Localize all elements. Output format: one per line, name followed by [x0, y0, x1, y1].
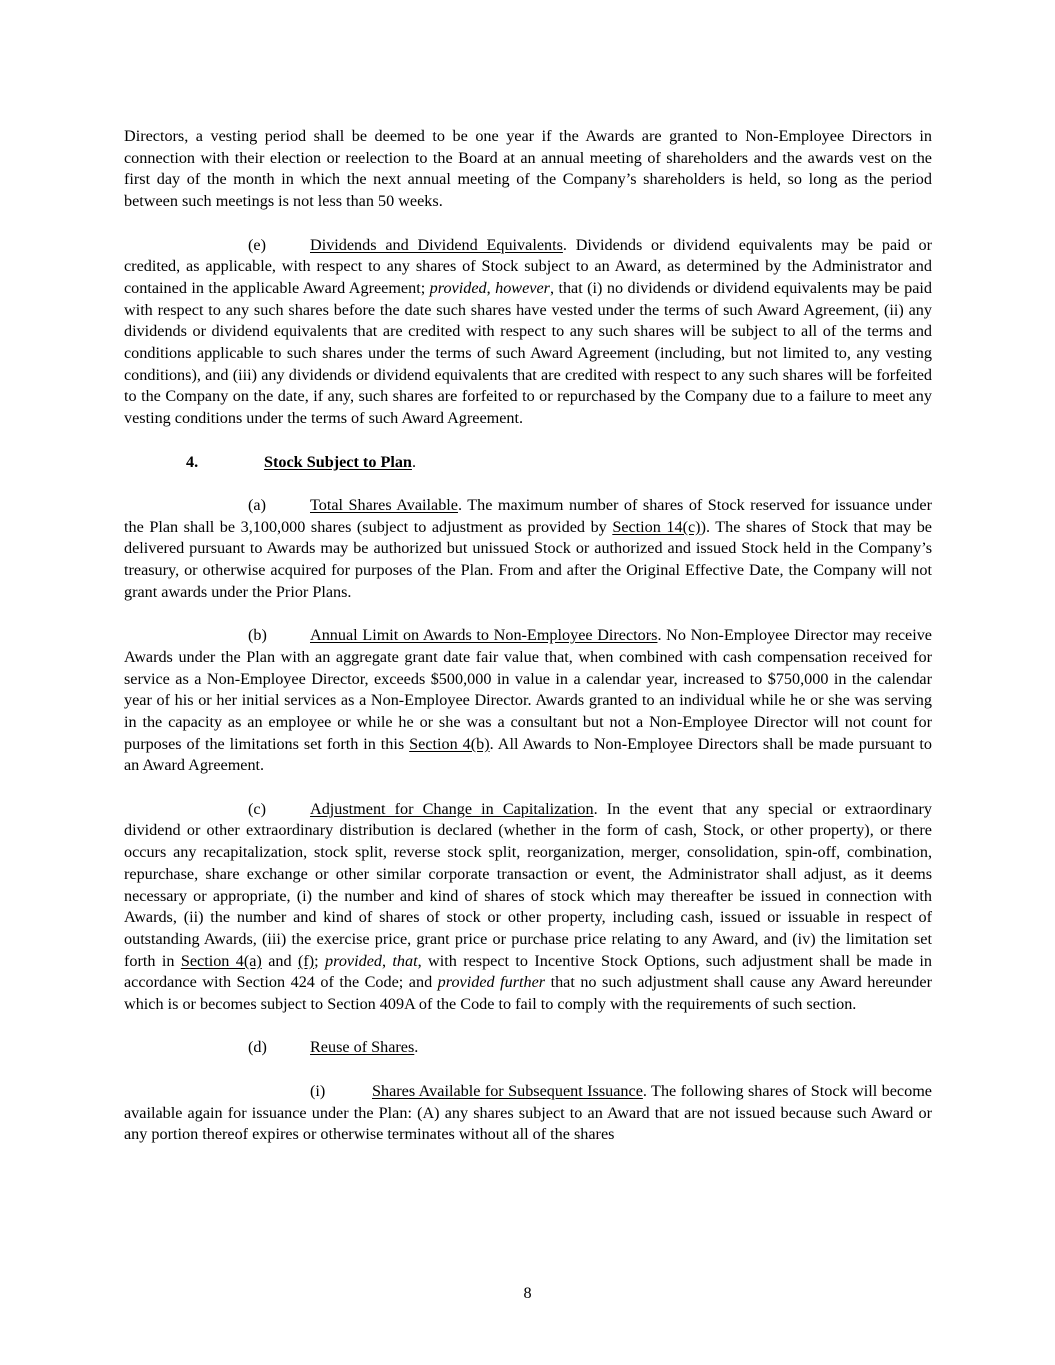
italic-term: provided: [429, 278, 487, 297]
clause-number: (e): [248, 235, 266, 254]
section-4b-paragraph: [124, 625, 932, 777]
clause-text: . In the event that any special or extraordinary dividend or other extraordinary distribution is declared (whether in the form of cash, Stock, or other property), or there occurs any recapitalization, stock split, reverse stock split, reorganization, merger, consolidation, spin-off, combination, repurchase, share exchange or other similar corporate transaction or event, the Administrator shall adjust, as it deems necessary or appropriate, (i) the number and kind of shares of stock which may thereafter be issued in connection with Awards, (ii) the number and kind of shares of stock or other property, including cash, issued or issuable in respect of outstanding Awards, (iii) the exercise price, grant price or purchase price relating to any Award, and (iv) the limitation set forth in: [124, 799, 932, 970]
clause-text: . The maximum number of shares of Stock reserved for issuance under the Plan shall be 3,100,000 shares (subject to adjustment as provided by: [124, 495, 932, 536]
clause-title: Total Shares Available: [310, 495, 458, 514]
paragraph-continuation: [124, 126, 932, 213]
italic-term: that: [392, 951, 418, 970]
section-title: Stock Subject to Plan: [264, 452, 412, 471]
clause-number: (c): [248, 799, 266, 818]
paragraph-text: Directors, a vesting period shall be deemed to be one year if the Awards are granted to Non-Employee Directors in connection with their election or reelection to the Board at an annual meeting of shareholders and the awards vest on the first day of the month in which the next annual meeting of the Company’s shareholders is held, so long as the period between such meetings is not less than 50 weeks.: [124, 127, 932, 211]
section-reference: (f): [297, 951, 315, 970]
clause-text: . No Non-Employee Director may receive Awards under the Plan with an aggregate grant date fair value that, when combined with cash compensation received for service as a Non-Employee Director, exceeds $500,000 in value in a calendar year, increased to $750,000 in the calendar year of his or her initial services as a Non-Employee Director. Awards granted to an individual while he or she was serving in the capacity as an employee or while he or she was a consultant but not a Non-Employee Director will not count for purposes of the limitations set forth in this: [124, 626, 932, 753]
punctuation: ,: [381, 951, 393, 970]
clause-number: (b): [248, 626, 267, 645]
clause-number: (i): [310, 1081, 326, 1100]
clause-text: , that (i) no dividends or dividend equivalents may be paid with respect to any such shares before the date such shares have vested under the terms of such Award Agreement, (ii) any dividends or dividend equivalents that are credited with respect to any such shares will be subject to all of the terms and conditions applicable to such shares under the terms of such Award Agreement (including, but not limited to, any vesting conditions), and (iii) any dividends or dividend equivalents that are credited with respect to any such shares will be forfeited to the Company on the date, if any, such shares are forfeited to or repurchased by the Company due to a failure to meet any vesting conditions under the terms of such Award Agreement.: [124, 278, 932, 428]
section-4c-paragraph: [124, 799, 932, 1016]
document-page: [124, 126, 932, 1168]
punctuation: .: [411, 452, 416, 471]
section-3e-paragraph: [124, 235, 932, 430]
section-reference: Section 14(c): [612, 517, 701, 536]
clause-text: . All Awards to Non-Employee Directors shall be made pursuant to an Award Agreement.: [124, 734, 932, 775]
punctuation: ,: [486, 278, 496, 297]
page-number: 8: [523, 1284, 532, 1302]
clause-text: , with respect to Incentive Stock Options, such adjustment shall be made in accordance with Section 424 of the Code; and: [124, 951, 933, 992]
punctuation: .: [414, 1038, 419, 1057]
clause-title: Annual Limit on Awards to Non-Employee Directors: [310, 626, 658, 645]
italic-term: provided further: [437, 973, 546, 992]
section-4a-paragraph: [124, 495, 932, 604]
clause-number: (a): [248, 495, 266, 514]
italic-term: however: [495, 278, 550, 297]
clause-text: ). The shares of Stock that may be delivered pursuant to Awards may be authorized but unissued Stock or authorized and issued Stock held in the Company’s treasury, or otherwise acquired for purposes of the Plan. From and after the Original Effective Date, the Company will not grant awards under the Prior Plans.: [124, 517, 932, 601]
clause-title: Reuse of Shares: [310, 1038, 415, 1057]
section-4d-i-paragraph: [124, 1081, 932, 1146]
section-4-heading: [124, 452, 932, 474]
section-number: 4.: [186, 452, 199, 471]
clause-title: Dividends and Dividend Equivalents: [310, 235, 563, 254]
section-reference: Section 4(b): [409, 734, 490, 753]
conjunction: and: [261, 951, 298, 970]
clause-text: . The following shares of Stock will become available again for issuance under the Plan: (A) any shares subject to an Award that are not issued because such Award or any portion thereof expires or otherwise terminates without all of the shares: [124, 1081, 932, 1144]
clause-title: Shares Available for Subsequent Issuance: [372, 1081, 643, 1100]
punctuation: ;: [314, 951, 326, 970]
clause-number: (d): [248, 1038, 267, 1057]
clause-title: Adjustment for Change in Capitalization: [310, 799, 594, 818]
clause-text: that no such adjustment shall cause any Award hereunder which is or becomes subject to Section 409A of the Code to fail to comply with the requirements of such section.: [124, 973, 932, 1014]
section-reference: Section 4(a): [180, 951, 262, 970]
section-4d-heading: [124, 1037, 932, 1059]
clause-text: . Dividends or dividend equivalents may be paid or credited, as applicable, with respect to any shares of Stock subject to an Award, as determined by the Administrator and contained in the applicable Award Agreement;: [124, 235, 933, 297]
italic-term: provided: [325, 951, 382, 970]
